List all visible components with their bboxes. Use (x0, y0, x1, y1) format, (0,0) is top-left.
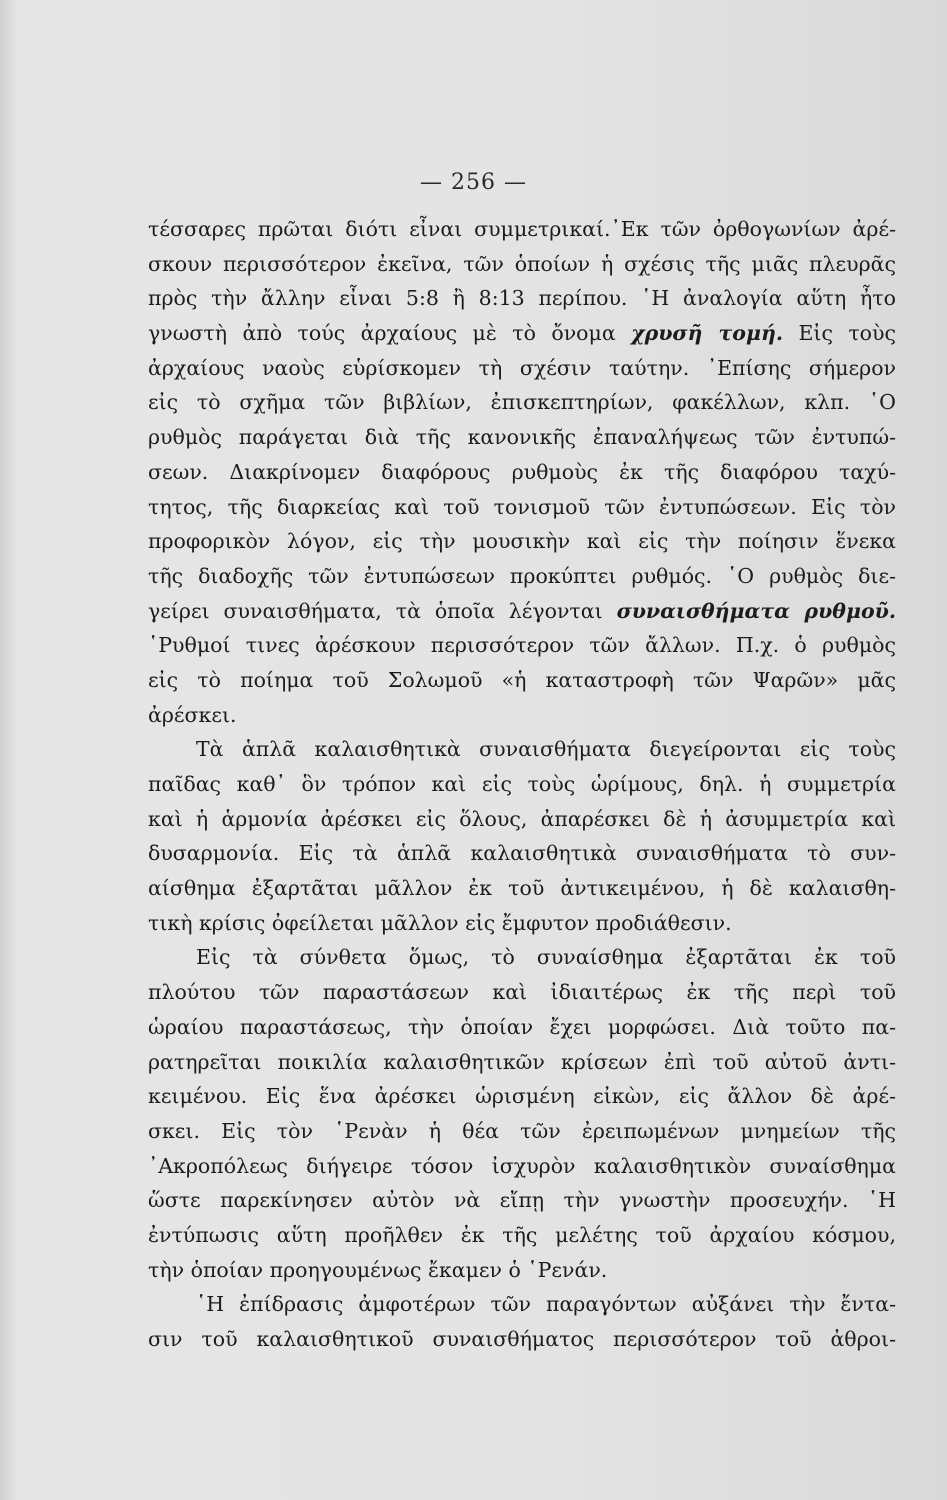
text-line: προφορικὸν λόγον, εἰς τὴν μουσικὴν καὶ εἰς τὴν ποίησιν ἕνεκα (148, 529, 896, 554)
text-line: εἰς τὸ ποίημα τοῦ Σολωμοῦ «ἡ καταστροφὴ τῶν Ψαρῶν» μᾶς (148, 667, 896, 692)
text-line: ρυθμὸς παράγεται διὰ τῆς κανονικῆς ἐπαναλήψεως τῶν ἐντυπώ- (148, 425, 896, 450)
text-line: τῆς διαδοχῆς τῶν ἐντυπώσεων προκύπτει ρυθμός. ῾Ο ρυθμὸς διε- (148, 563, 896, 588)
text-line: σεων. Διακρίνομεν διαφόρους ρυθμοὺς ἐκ τῆς διαφόρου ταχύ- (148, 459, 896, 484)
text-line: ᾽Ακροπόλεως διήγειρε τόσον ἰσχυρὸν καλαισθητικὸν συναίσθημα (148, 1153, 896, 1178)
text-line: καὶ ἡ ἁρμονία ἀρέσκει εἰς ὅλους, ἀπαρέσκει δὲ ἡ ἀσυμμετρία καὶ (148, 806, 896, 831)
text-fragment: γείρει συναισθήματα, τὰ ὁποῖα λέγονται (148, 598, 603, 623)
text-line: ὡραίου παραστάσεως, τὴν ὁποίαν ἔχει μορφώσει. Διὰ τοῦτο πα- (148, 1014, 896, 1039)
paragraph-start: Τὰ ἁπλᾶ καλαισθητικὰ συναισθήματα διεγείρονται εἰς τοὺς (196, 737, 896, 762)
text-fragment: Εἰς τοὺς (798, 321, 896, 346)
text-line: ῾Ρυθμοί τινες ἀρέσκουν περισσότερον τῶν ἄλλων. Π.χ. ὁ ρυθμὸς (148, 633, 896, 658)
text-line (148, 316, 896, 351)
paragraph-start: ῾Η ἐπίδρασις ἀμφοτέρων τῶν παραγόντων αὐξάνει τὴν ἔντα- (196, 1292, 896, 1317)
emphasized-term: συναισθήματα ρυθμοῦ. (616, 598, 896, 623)
text-line: τέσσαρες πρῶται διότι εἶναι συμμετρικαί.᾽Εκ τῶν ὀρθογωνίων ἀρέ- (148, 217, 896, 241)
text-line: τὴν ὁποίαν προηγουμένως ἔκαμεν ὁ ῾Ρενάν. (148, 1257, 608, 1282)
text-line: παῖδας καθ᾽ ὃν τρόπον καὶ εἰς τοὺς ὡρίμους, δηλ. ἡ συμμετρία (148, 772, 896, 796)
text-line: σκει. Εἰς τὸν ῾Ρενὰν ἡ θέα τῶν ἐρειπωμένων μνημείων τῆς (148, 1118, 896, 1143)
text-line: τικὴ κρίσις ὀφείλεται μᾶλλον εἰς ἔμφυτον προδιάθεσιν. (148, 910, 732, 935)
text-fragment: γνωστὴ ἀπὸ τούς ἀρχαίους μὲ τὸ ὄνομα (148, 321, 616, 346)
text-line: σκουν περισσότερον ἐκεῖνα, τῶν ὁποίων ἡ σχέσις τῆς μιᾶς πλευρᾶς (148, 251, 896, 276)
text-line: πρὸς τὴν ἄλλην εἶναι 5:8 ἢ 8:13 περίπου. ῾Η ἀναλογία αὕτη ἦτο (148, 286, 896, 311)
text-line (148, 594, 896, 629)
text-line: τητος, τῆς διαρκείας καὶ τοῦ τονισμοῦ τῶν ἐντυπώσεων. Εἰς τὸν (148, 494, 896, 519)
text-line: ρατηρεῖται ποικιλία καλαισθητικῶν κρίσεων ἐπὶ τοῦ αὐτοῦ ἀντι- (148, 1049, 896, 1074)
page-number: — 256 — (420, 170, 527, 195)
body-text (148, 212, 896, 1357)
text-line: ἀρέσκει. (148, 702, 237, 727)
text-line: ἐντύπωσις αὕτη προῆλθεν ἐκ τῆς μελέτης τοῦ ἀρχαίου κόσμου, (148, 1222, 896, 1247)
text-line: αίσθημα ἐξαρτᾶται μᾶλλον ἐκ τοῦ ἀντικειμένου, ἡ δὲ καλαισθη- (148, 876, 896, 901)
paragraph-start: Εἰς τὰ σύνθετα ὅμως, τὸ συναίσθημα ἐξαρτᾶται ἐκ τοῦ (196, 945, 896, 970)
text-line: ἀρχαίους ναοὺς εὑρίσκομεν τὴ σχέσιν ταύτην. ᾽Επίσης σήμερον (148, 355, 896, 380)
text-line: ὥστε παρεκίνησεν αὐτὸν νὰ εἴπῃ τὴν γνωστὴν προσευχήν. ῾Η (148, 1188, 896, 1213)
text-line: εἰς τὸ σχῆμα τῶν βιβλίων, ἐπισκεπτηρίων, φακέλλων, κλπ. ῾Ο (148, 390, 896, 415)
text-line: σιν τοῦ καλαισθητικοῦ συναισθήματος περισσότερον τοῦ ἀθροι- (148, 1327, 896, 1351)
emphasized-term: χρυσῆ τομή. (631, 321, 784, 346)
text-line: πλούτου τῶν παραστάσεων καὶ ἰδιαιτέρως ἐκ τῆς περὶ τοῦ (148, 980, 896, 1005)
text-line: δυσαρμονία. Εἰς τὰ ἁπλᾶ καλαισθητικὰ συναισθήματα τὸ συν- (148, 841, 896, 866)
text-line: κειμένου. Εἰς ἕνα ἀρέσκει ὡρισμένη εἰκὼν, εἰς ἄλλον δὲ ἀρέ- (148, 1084, 896, 1109)
